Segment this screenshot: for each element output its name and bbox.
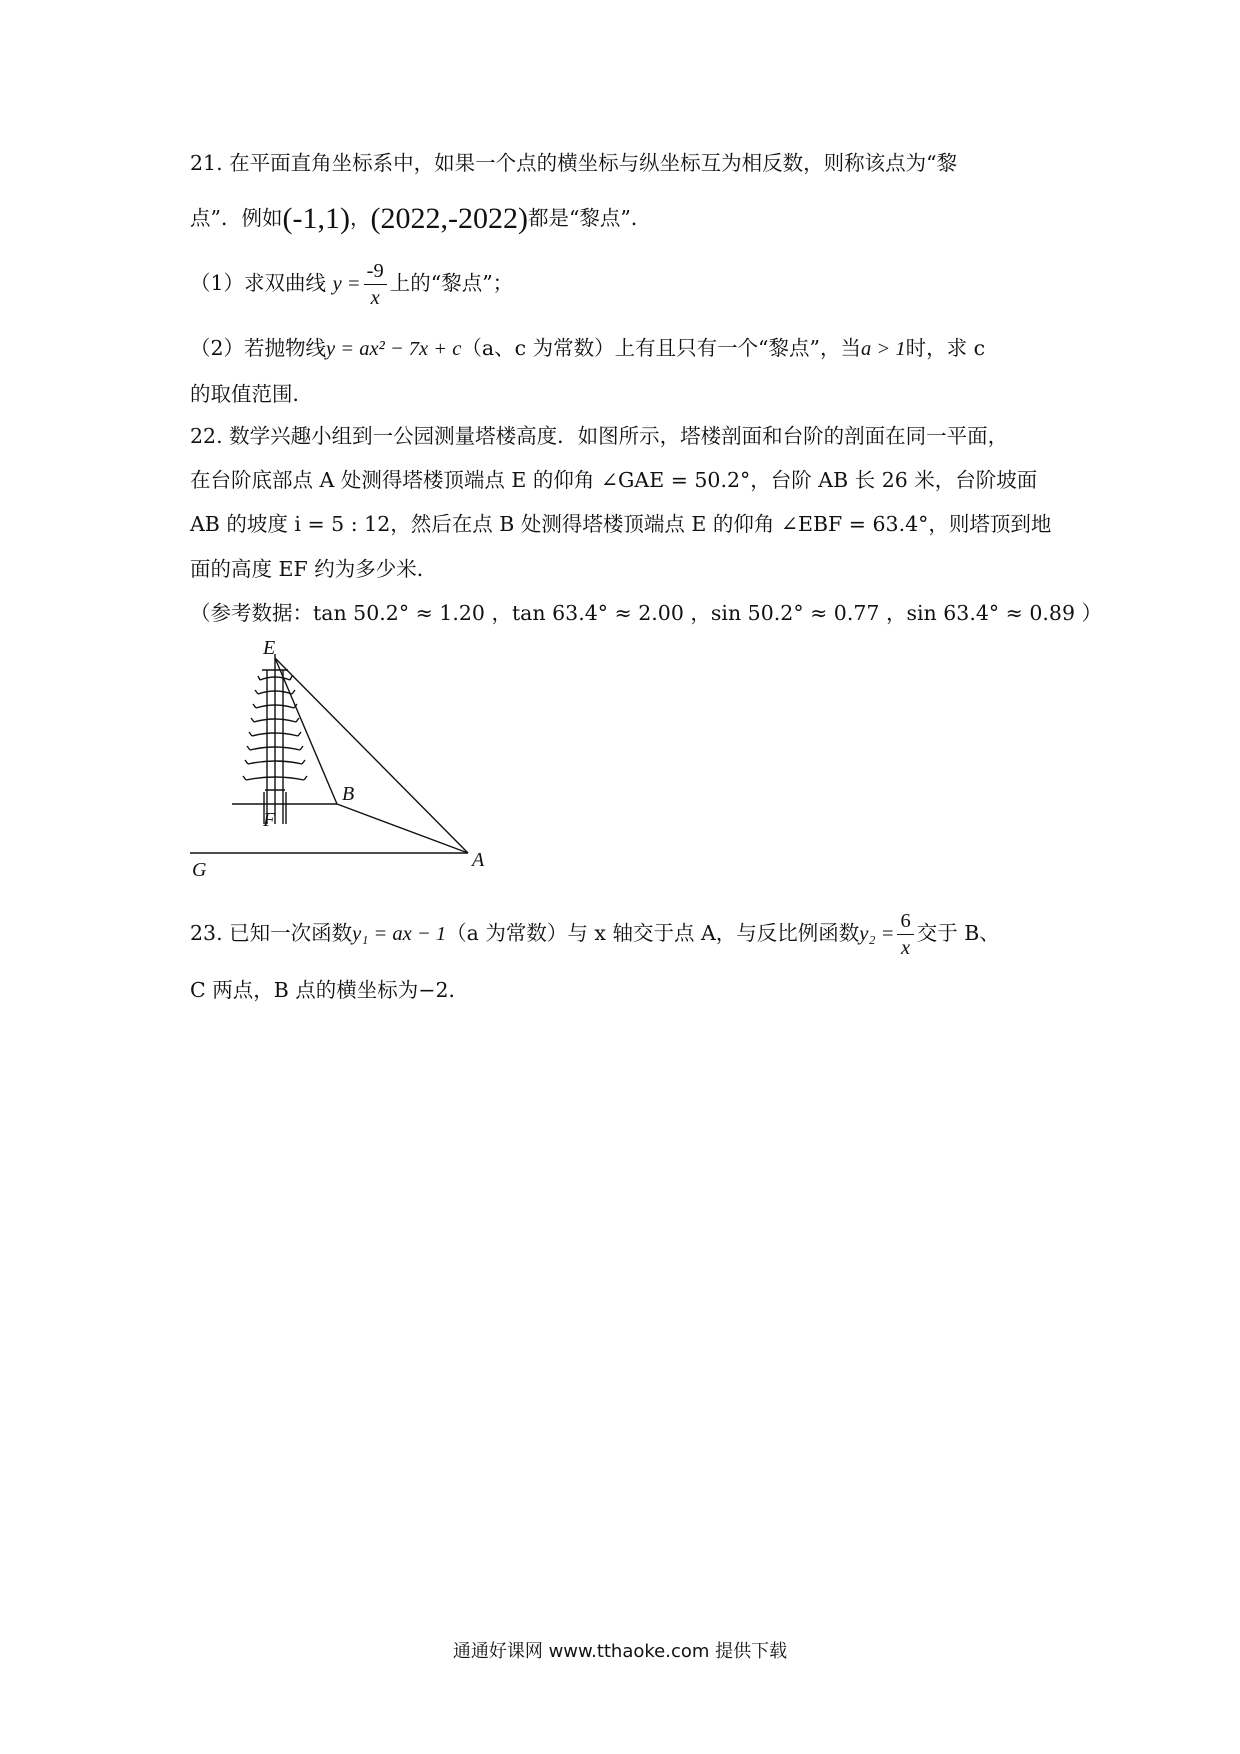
q22-line1: 22. 数学兴趣小组到一公园测量塔楼高度．如图所示，塔楼剖面和台阶的剖面在同一平面， [190, 424, 1009, 448]
q23-denominator: x [901, 937, 911, 959]
q21-part2-text-a: （2）若抛物线 [190, 336, 327, 360]
q23-text-b: （a 为常数）与 x 轴交于点 A，与反比例函数 [446, 921, 860, 945]
label-b: B [342, 783, 355, 805]
line-eb [275, 658, 337, 804]
label-f: F [263, 809, 276, 831]
q22-reference-data: （参考数据：tan 50.2° ≈ 1.20 ，tan 63.4° ≈ 2.00 ，sin 50.2° ≈ 0.77 ，sin 63.4° ≈ 0.89 ） [190, 601, 1103, 625]
q21-line1: 21. 在平面直角坐标系中，如果一个点的横坐标与纵坐标互为相反数，则称该点为“黎 [190, 151, 958, 175]
q21-part2-equation: y = ax² − 7x + c [326, 338, 462, 360]
q21-part2-line2: 的取值范围． [190, 382, 313, 406]
line-ea [275, 658, 468, 853]
q21-part2-condition: a > 1 [861, 338, 906, 360]
q21-line2 [190, 203, 651, 234]
q21-point1: (-1,1) [282, 202, 350, 235]
q23-text-c: 交于 B、 [916, 921, 1000, 945]
q21-part1-y: y = [332, 273, 361, 295]
q23-text-a: 23. 已知一次函数 [190, 921, 353, 945]
q21-part1-text-b: 上的“黎点”； [389, 271, 514, 295]
label-g: G [192, 859, 207, 880]
q21-part1-text-a: （1）求双曲线 [190, 271, 327, 295]
q23-y2-lhs: y₂ = [859, 923, 895, 945]
q23-line1 [190, 908, 1000, 961]
q23-numerator: 6 [897, 908, 913, 935]
q21-part2 [190, 333, 985, 364]
q21-line2-text-b: 都是“黎点”． [527, 206, 652, 230]
q21-part2-text-c: 时，求 c [905, 336, 986, 360]
q21-part2-text-b: （a、c 为常数）上有且只有一个“黎点”，当 [461, 336, 862, 360]
q21-part1-fraction [364, 258, 387, 311]
q21-part1 [190, 258, 513, 311]
label-e: E [263, 640, 276, 659]
q22-line4: 面的高度 EF 约为多少米． [190, 557, 438, 581]
q23-fraction [897, 908, 913, 961]
q22-figure [180, 640, 500, 880]
q22-line2: 在台阶底部点 A 处测得塔楼顶端点 E 的仰角 ∠GAE = 50.2°，台阶 AB 长 26 米，台阶坡面 [190, 468, 1038, 492]
q23-linear-function: y₁ = ax − 1 [352, 923, 447, 945]
q21-line2-text-a: 点”．例如 [190, 206, 283, 230]
q21-part1-denominator: x [370, 287, 380, 309]
q23-line2: C 两点，B 点的横坐标为−2． [190, 978, 470, 1002]
q21-point2: (2022,-2022) [370, 202, 528, 235]
line-slope-ba [337, 804, 468, 853]
label-a: A [472, 849, 485, 871]
q21-separator: ， [349, 206, 371, 230]
q22-line3: AB 的坡度 i = 5 : 12，然后在点 B 处测得塔楼顶端点 E 的仰角 ∠EBF = 63.4°，则塔顶到地 [190, 512, 1052, 536]
page-footer: 通通好课网 www.tthaoke.com 提供下载 [452, 1641, 788, 1662]
q21-part1-numerator: -9 [364, 258, 387, 285]
